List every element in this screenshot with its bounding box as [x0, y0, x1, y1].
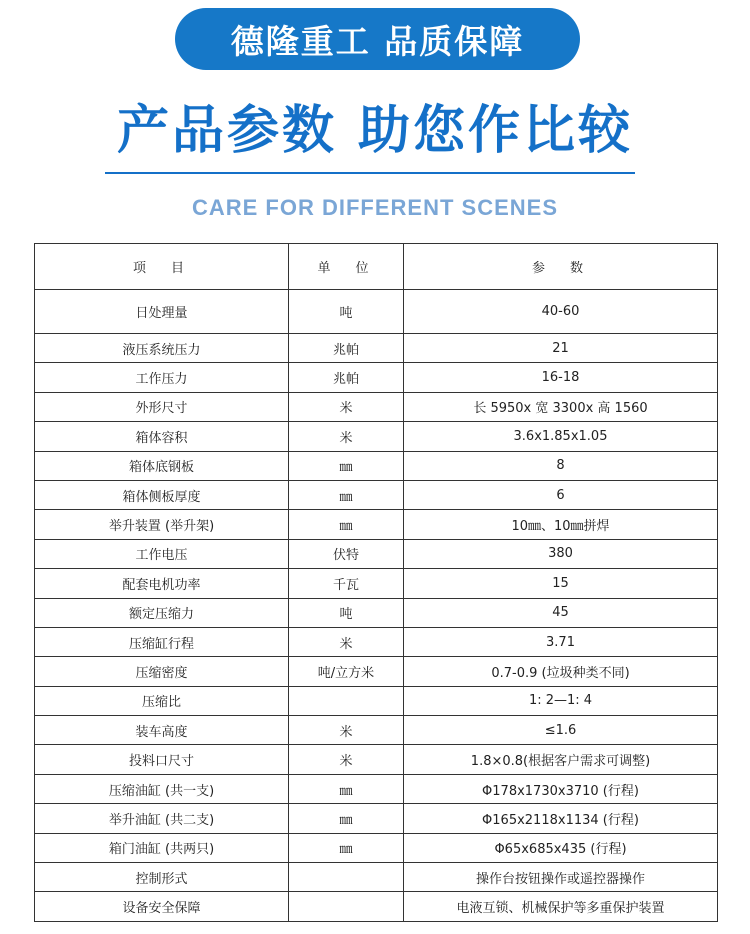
- page-title: 产品参数 助您作比较: [116, 101, 634, 161]
- row-param-cell: 15: [404, 569, 718, 598]
- row-unit-cell: 米: [289, 392, 404, 421]
- table-row: [35, 804, 718, 833]
- table-header-row: [35, 244, 718, 290]
- table-row: [35, 334, 718, 363]
- row-item-cell: 压缩密度: [35, 657, 289, 686]
- row-item-cell: 箱体容积: [35, 422, 289, 451]
- row-param-cell: 3.71: [404, 627, 718, 656]
- row-unit-cell: 米: [289, 422, 404, 451]
- row-unit-cell: 千瓦: [289, 569, 404, 598]
- row-item-cell: 箱体侧板厚度: [35, 480, 289, 509]
- table-row: [35, 686, 718, 715]
- row-param-cell: 40-60: [404, 290, 718, 334]
- row-item-cell: 工作电压: [35, 539, 289, 568]
- table-row: [35, 422, 718, 451]
- row-unit-cell: 兆帕: [289, 334, 404, 363]
- row-unit-cell: ㎜: [289, 510, 404, 539]
- row-unit-cell: ㎜: [289, 833, 404, 862]
- row-param-cell: 10㎜、10㎜拼焊: [404, 510, 718, 539]
- row-unit-cell: ㎜: [289, 774, 404, 803]
- row-unit-cell: ㎜: [289, 804, 404, 833]
- table-row: [35, 892, 718, 921]
- row-item-cell: 举升装置 (举升架): [35, 510, 289, 539]
- table-row: [35, 774, 718, 803]
- table-row: [35, 480, 718, 509]
- row-unit-cell: ㎜: [289, 451, 404, 480]
- row-param-cell: 1.8×0.8(根据客户需求可调整): [404, 745, 718, 774]
- table-row: [35, 863, 718, 892]
- row-item-cell: 额定压缩力: [35, 598, 289, 627]
- table-row: [35, 363, 718, 392]
- row-param-cell: 3.6x1.85x1.05: [404, 422, 718, 451]
- table-row: [35, 539, 718, 568]
- row-item-cell: 投料口尺寸: [35, 745, 289, 774]
- row-unit-cell: 米: [289, 627, 404, 656]
- row-param-cell: Φ165x2118x1134 (行程): [404, 804, 718, 833]
- row-param-cell: 45: [404, 598, 718, 627]
- row-unit-cell: 兆帕: [289, 363, 404, 392]
- row-unit-cell: 伏特: [289, 539, 404, 568]
- table-row: [35, 627, 718, 656]
- row-item-cell: 配套电机功率: [35, 569, 289, 598]
- row-item-cell: 日处理量: [35, 290, 289, 334]
- row-item-cell: 压缩比: [35, 686, 289, 715]
- row-unit-cell: 吨/立方米: [289, 657, 404, 686]
- table-row: [35, 598, 718, 627]
- row-unit-cell: [289, 863, 404, 892]
- table-row: [35, 510, 718, 539]
- column-header-item: 项 目: [35, 244, 289, 290]
- row-param-cell: ≤1.6: [404, 716, 718, 745]
- title-divider: [105, 172, 635, 174]
- table-row: [35, 833, 718, 862]
- row-item-cell: 压缩缸行程: [35, 627, 289, 656]
- table-row: [35, 657, 718, 686]
- table-row: [35, 716, 718, 745]
- row-item-cell: 箱门油缸 (共两只): [35, 833, 289, 862]
- row-item-cell: 液压系统压力: [35, 334, 289, 363]
- row-item-cell: 工作压力: [35, 363, 289, 392]
- page-subtitle: CARE FOR DIFFERENT SCENES: [191, 195, 559, 220]
- row-param-cell: 6: [404, 480, 718, 509]
- table-row: [35, 290, 718, 334]
- column-header-unit: 单 位: [289, 244, 404, 290]
- row-param-cell: 长 5950x 宽 3300x 高 1560: [404, 392, 718, 421]
- row-item-cell: 装车高度: [35, 716, 289, 745]
- spec-table: [34, 243, 718, 922]
- row-param-cell: Φ65x685x435 (行程): [404, 833, 718, 862]
- brand-banner: [175, 8, 580, 70]
- row-param-cell: 16-18: [404, 363, 718, 392]
- row-unit-cell: 吨: [289, 290, 404, 334]
- row-item-cell: 设备安全保障: [35, 892, 289, 921]
- row-param-cell: 0.7-0.9 (垃圾种类不同): [404, 657, 718, 686]
- row-unit-cell: ㎜: [289, 480, 404, 509]
- row-unit-cell: 吨: [289, 598, 404, 627]
- row-param-cell: Φ178x1730x3710 (行程): [404, 774, 718, 803]
- row-param-cell: 1: 2—1: 4: [404, 686, 718, 715]
- row-item-cell: 外形尺寸: [35, 392, 289, 421]
- row-unit-cell: 米: [289, 745, 404, 774]
- brand-banner-text: 德隆重工 品质保障: [230, 21, 525, 61]
- row-unit-cell: [289, 892, 404, 921]
- row-unit-cell: 米: [289, 716, 404, 745]
- row-item-cell: 举升油缸 (共二支): [35, 804, 289, 833]
- row-param-cell: 8: [404, 451, 718, 480]
- row-item-cell: 压缩油缸 (共一支): [35, 774, 289, 803]
- row-param-cell: 380: [404, 539, 718, 568]
- row-param-cell: 21: [404, 334, 718, 363]
- row-param-cell: 操作台按钮操作或遥控器操作: [404, 863, 718, 892]
- table-row: [35, 745, 718, 774]
- column-header-param: 参 数: [404, 244, 718, 290]
- row-item-cell: 箱体底钢板: [35, 451, 289, 480]
- table-row: [35, 392, 718, 421]
- table-row: [35, 569, 718, 598]
- row-unit-cell: [289, 686, 404, 715]
- table-row: [35, 451, 718, 480]
- row-param-cell: 电液互锁、机械保护等多重保护装置: [404, 892, 718, 921]
- row-item-cell: 控制形式: [35, 863, 289, 892]
